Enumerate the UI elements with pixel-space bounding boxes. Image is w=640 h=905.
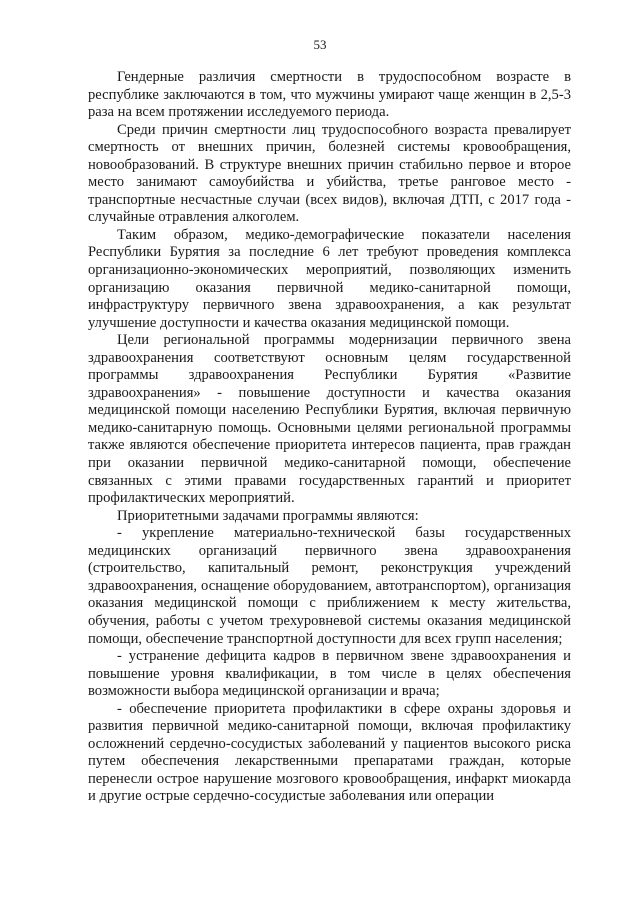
list-item-prevention: - обеспечение приоритета профилактики в сфере охраны здоровья и развития первичной медико-санитарной помощи, включая профилактику осложнений сердечно-сосудистых заболеваний у пациентов высокого риска путем обеспечения лекарственными препаратами граждан, которые перенесли острое нарушение мозгового кровообращения, инфаркт миокарда и другие острые сердечно-сосудистые заболевания или операции bbox=[88, 700, 571, 805]
paragraph-mortality-causes: Среди причин смертности лиц трудоспособного возраста превалирует смертность от внешних причин, болезней системы кровообращения, новообразований. В структуре внешних причин стабильно первое и второе место занимают самоубийства и убийства, третье ранговое место - транспортные несчастные случаи (всех видов), включая ДТП, с 2017 года - случайные отравления алкоголем. bbox=[88, 121, 571, 226]
document-body bbox=[88, 69, 571, 806]
list-item-infrastructure: - укрепление материально-технической базы государственных медицинских организаций первичного звена здравоохранения (строительство, капитальный ремонт, реконструкция учреждений здравоохранения, оснащение оборудованием, автотранспортом), организация оказания медицинской помощи с приближением к месту жительства, обучения, работы с учетом трехуровневой системы оказания медицинской помощи, обеспечение транспортной доступности для всех групп населения; bbox=[88, 525, 571, 647]
paragraph-program-goals: Цели региональной программы модернизации первичного звена здравоохранения соответствуют основным целям государственной программы здравоохранения Республики Бурятия «Развитие здравоохранения» - повышение доступности и качества оказания медицинской помощи населению Республики Бурятия, включая первичную медико-санитарную помощь. Основными целями региональной программы также являются обеспечение приоритета интересов пациента, прав граждан при оказании первичной медико-санитарной помощи, обеспечение связанных с этими правами государственных гарантий и приоритет профилактических мероприятий. bbox=[88, 332, 571, 507]
paragraph-gender-mortality: Гендерные различия смертности в трудоспособном возрасте в республике заключаются в том, что мужчины умирают чаще женщин в 2,5-3 раза на всем протяжении исследуемого периода. bbox=[88, 69, 571, 121]
paragraph-priority-tasks-heading: Приоритетными задачами программы являются: bbox=[117, 507, 419, 524]
paragraph-conclusion: Таким образом, медико-демографические показатели населения Республики Бурятия за последние 6 лет требуют проведения комплекса организационно-экономических мероприятий, позволяющих изменить организацию оказания первичной медико-санитарной помощи, инфраструктуру первичного звена здравоохранения, а как результат улучшение доступности и качества оказания медицинской помощи. bbox=[88, 226, 571, 331]
list-item-staffing: - устранение дефицита кадров в первичном звене здравоохранения и повышение уровня квалификации, в том числе в целях обеспечения возможности выбора медицинской организации и врача; bbox=[88, 648, 571, 700]
page-number: 53 bbox=[313, 37, 327, 52]
